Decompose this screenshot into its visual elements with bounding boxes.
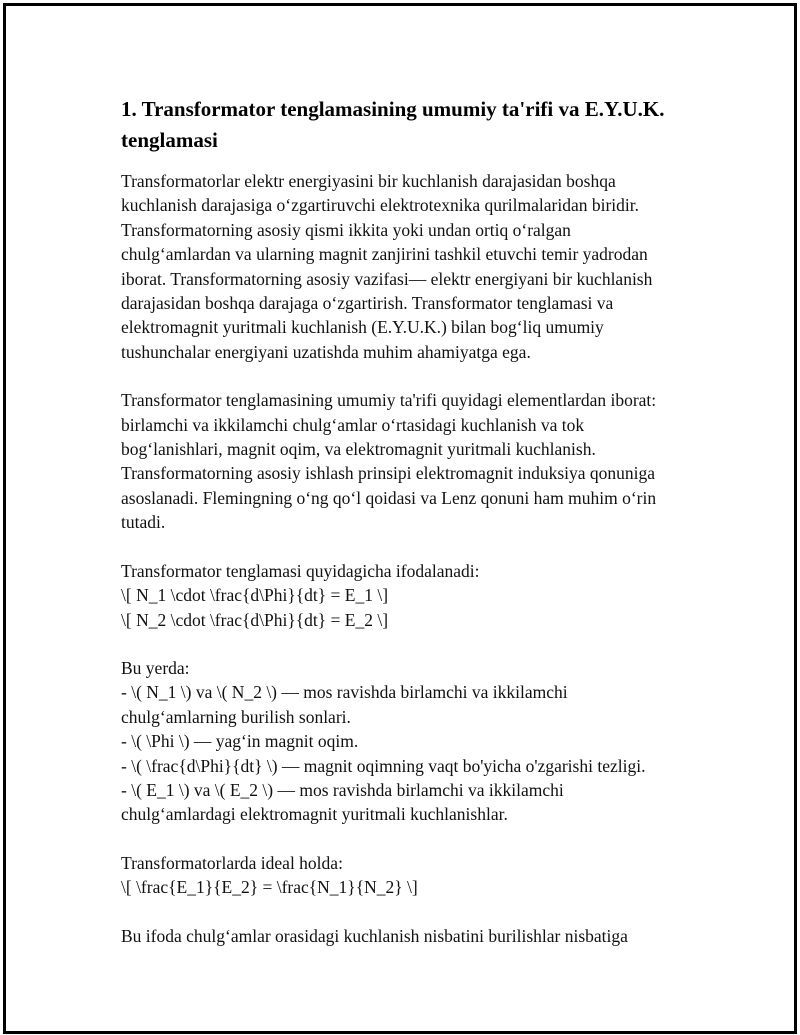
text-line: Transformator tenglamasining umumiy ta'rifi quyidagi elementlardan iborat: bbox=[121, 390, 657, 411]
text-line: darajasidan boshqa darajaga o‘zgartirish. Transformator tenglamasi va bbox=[121, 293, 614, 314]
text-line: Transformatorning asosiy ishlash prinsipi elektromagnit induksiya qonuniga bbox=[121, 463, 656, 484]
text-line: tushunchalar energiyani uzatishda muhim ahamiyatga ega. bbox=[121, 341, 531, 362]
paragraph bbox=[121, 169, 701, 364]
text-line: - \( \frac{d\Phi}{dt} \) — magnit oqimning vaqt bo'yicha o'zgarishi tezligi. bbox=[121, 755, 646, 776]
paragraph bbox=[121, 851, 701, 900]
paragraph bbox=[121, 924, 701, 948]
text-line: \[ N_2 \cdot \frac{d\Phi}{dt} = E_2 \] bbox=[121, 609, 389, 630]
paragraph bbox=[121, 388, 701, 534]
text-line: chulg‘amlardan va ularning magnit zanjirini tashkil etuvchi temir yadrodan bbox=[121, 244, 648, 265]
document-page bbox=[3, 3, 797, 1034]
section-heading: 1. Transformator tenglamasining umumiy ta'rifi va E.Y.U.K. tenglamasi bbox=[121, 97, 665, 152]
text-line: asoslanadi. Flemingning o‘ng qo‘l qoidasi va Lenz qonuni ham muhim o‘rin bbox=[121, 487, 657, 508]
text-line: tutadi. bbox=[121, 512, 166, 533]
text-line: Transformator tenglamasi quyidagicha ifodalanadi: bbox=[121, 560, 480, 581]
text-line: chulg‘amlarning burilish sonlari. bbox=[121, 706, 351, 727]
paragraph bbox=[121, 656, 701, 827]
document-body bbox=[121, 94, 701, 972]
text-line: iborat. Transformatorning asosiy vazifasi— elektr energiyani bir kuchlanish bbox=[121, 268, 653, 289]
text-line: - \( N_1 \) va \( N_2 \) — mos ravishda birlamchi va ikkilamchi bbox=[121, 682, 568, 703]
text-line: \[ N_1 \cdot \frac{d\Phi}{dt} = E_1 \] bbox=[121, 585, 389, 606]
text-line: bog‘lanishlari, magnit oqim, va elektromagnit yuritmali kuchlanish. bbox=[121, 439, 596, 460]
text-line: kuchlanish darajasiga o‘zgartiruvchi elektrotexnika qurilmalaridan biridir. bbox=[121, 195, 640, 216]
paragraph-list bbox=[121, 169, 701, 948]
text-line: Bu ifoda chulg‘amlar orasidagi kuchlanish nisbatini burilishlar nisbatiga bbox=[121, 925, 628, 946]
text-line: - \( E_1 \) va \( E_2 \) — mos ravishda birlamchi va ikkilamchi bbox=[121, 779, 564, 800]
text-line: Transformatorlarda ideal holda: bbox=[121, 852, 343, 873]
text-line: birlamchi va ikkilamchi chulg‘amlar o‘rtasidagi kuchlanish va tok bbox=[121, 414, 585, 435]
text-line: Transformatorning asosiy qismi ikkita yoki undan ortiq o‘ralgan bbox=[121, 219, 571, 240]
text-line: elektromagnit yuritmali kuchlanish (E.Y.U.K.) bilan bog‘liq umumiy bbox=[121, 317, 604, 338]
text-line: - \( \Phi \) — yag‘in magnit oqim. bbox=[121, 731, 359, 752]
paragraph bbox=[121, 559, 701, 632]
text-line: Transformatorlar elektr energiyasini bir kuchlanish darajasidan boshqa bbox=[121, 171, 616, 191]
text-line: chulg‘amlardagi elektromagnit yuritmali kuchlanishlar. bbox=[121, 804, 508, 825]
text-line: Bu yerda: bbox=[121, 657, 190, 678]
text-line: \[ \frac{E_1}{E_2} = \frac{N_1}{N_2} \] bbox=[121, 877, 418, 898]
